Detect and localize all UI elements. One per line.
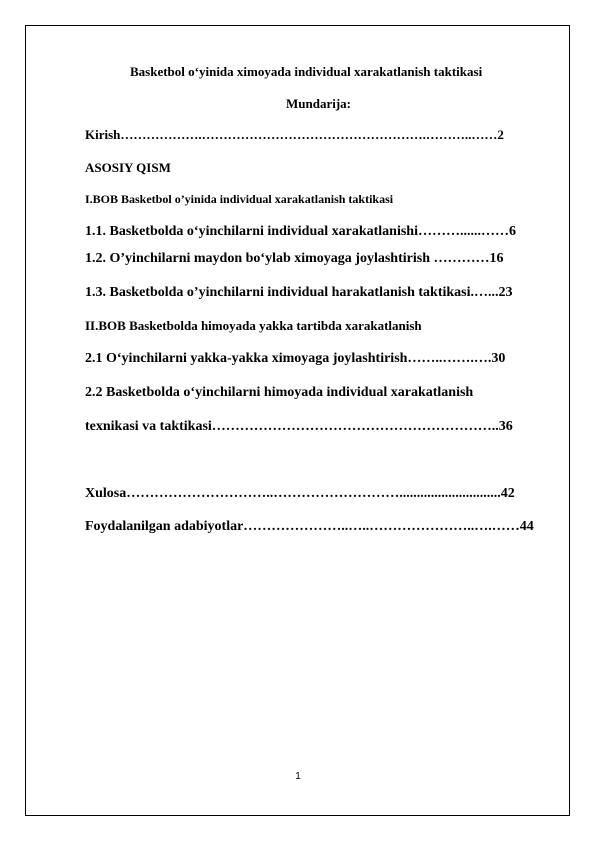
toc-entry-chapter-2: II.BOB Basketbolda himoyada yakka tartibda xarakatlanish <box>85 318 422 333</box>
page-number: 1 <box>295 771 301 782</box>
toc-entry-xulosa: Xulosa…………………………..……………………….............................42 <box>85 486 515 501</box>
toc-entry-chapter-1: I.BOB Basketbol o’yinida individual xarakatlanish taktikasi <box>85 192 394 206</box>
toc-entry-kirish: Kirish……………….…………………………………………….………..……2 <box>85 127 504 142</box>
toc-entry-2-2-line-2: texnikasi va taktikasi……………………………………………………..36 <box>85 419 513 434</box>
toc-entry-1-2: 1.2. O’yinchilarni maydon bo‘ylab ximoyaga joylashtirish …………16 <box>85 251 504 266</box>
toc-entry-2-1: 2.1 O‘yinchilarni yakka-yakka ximoyaga joylashtirish……..…….….30 <box>85 351 506 366</box>
toc-entry-1-3: 1.3. Basketbolda o’yinchilarni individual harakatlanish taktikasi.…...23 <box>85 285 513 300</box>
toc-entry-adabiyotlar: Foydalanilgan adabiyotlar…………………..…..…………………..….……44 <box>85 519 534 534</box>
toc-entry-1-1: 1.1. Basketbolda o‘yinchilarni individual xarakatlanishi………......……6 <box>85 224 516 239</box>
toc-entry-asosiy-qism: ASOSIY QISM <box>85 160 171 175</box>
document-title: Basketbol o‘yinida ximoyada individual xarakatlanish taktikasi <box>130 64 483 79</box>
contents-heading: Mundarija: <box>286 96 351 111</box>
toc-entry-2-2-line-1: 2.2 Basketbolda o‘yinchilarni himoyada individual xarakatlanish <box>85 385 474 400</box>
